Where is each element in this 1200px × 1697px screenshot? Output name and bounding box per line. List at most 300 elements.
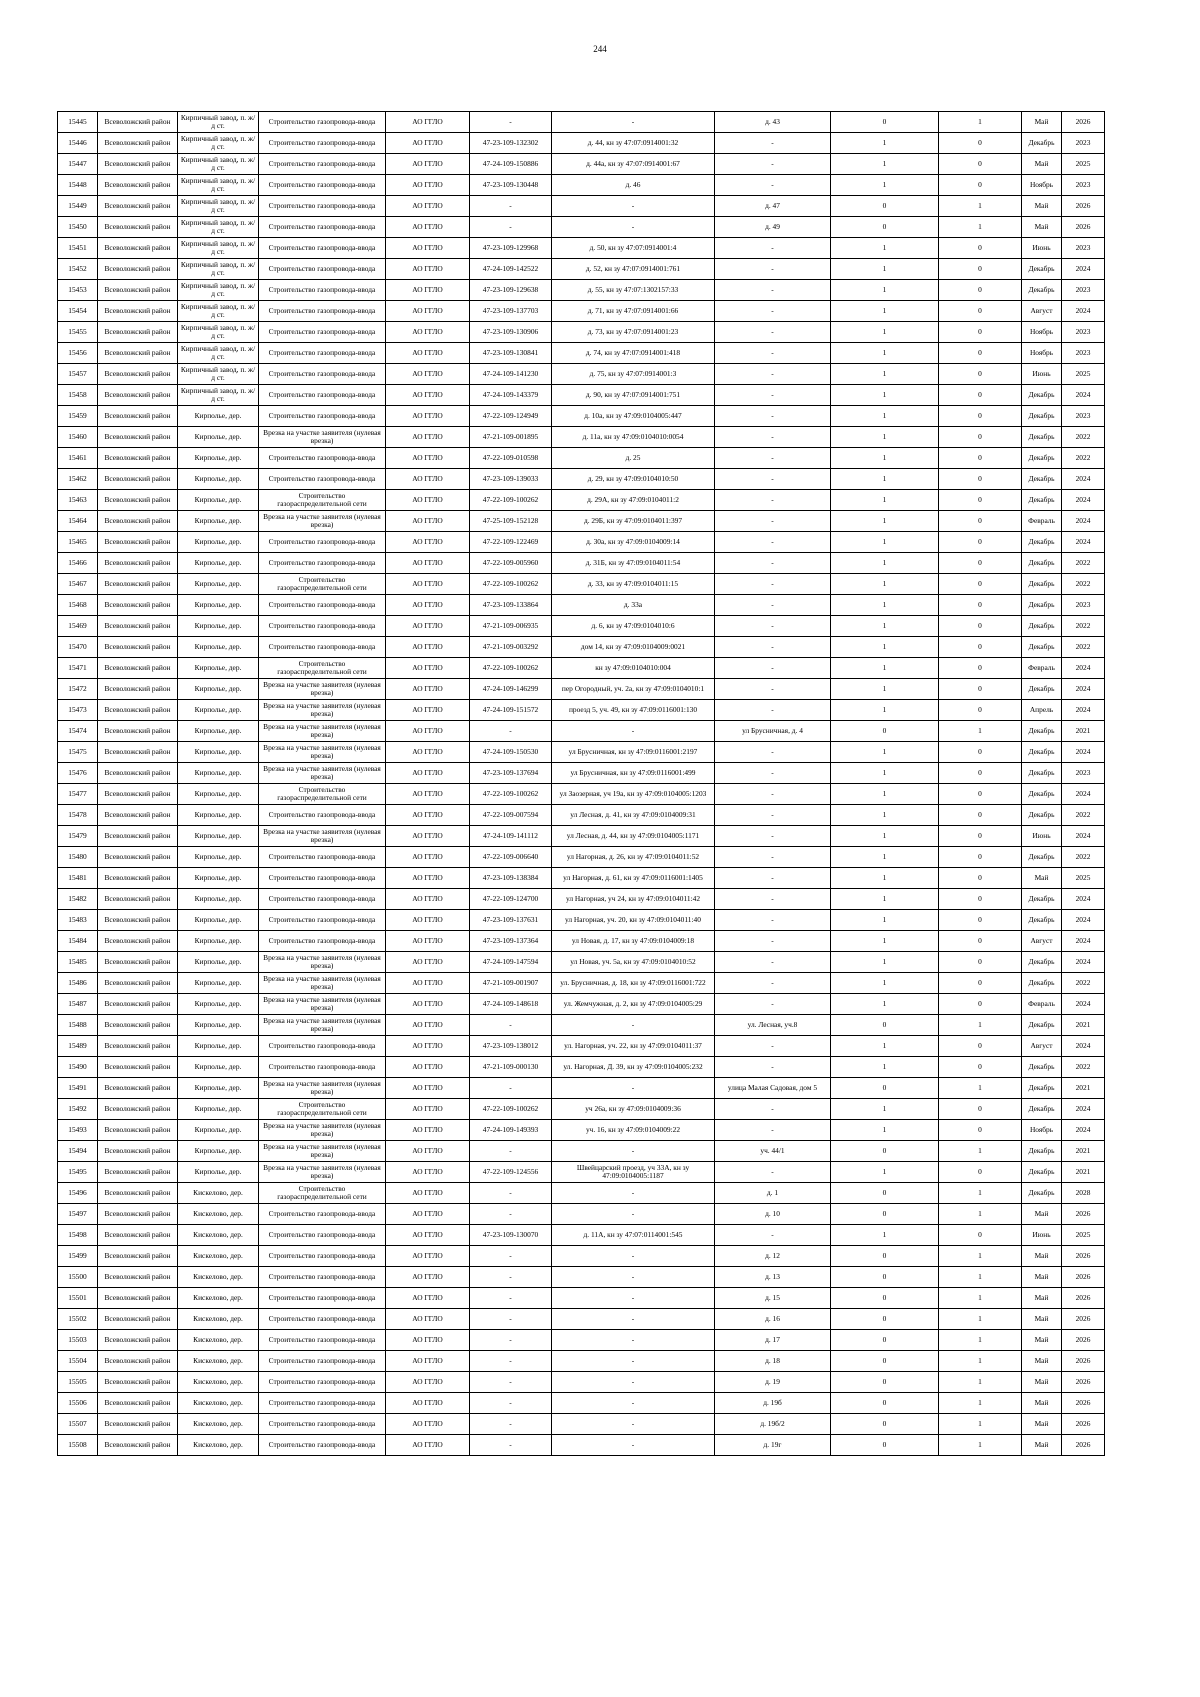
cell-work: Строительство газопровода-ввода xyxy=(259,532,386,553)
cell-org: АО ГГЛО xyxy=(386,469,470,490)
cell-col10: 0 xyxy=(939,280,1022,301)
table-row xyxy=(58,637,1105,658)
cell-year: 2026 xyxy=(1062,1204,1105,1225)
cell-year: 2026 xyxy=(1062,1435,1105,1456)
cell-address_contract: ул. Брусничная, д. 18, кн зу 47:09:0116001:722 xyxy=(552,973,715,994)
cell-locality: Кирполье, дер. xyxy=(178,784,259,805)
cell-num: 15493 xyxy=(58,1120,98,1141)
cell-num: 15454 xyxy=(58,301,98,322)
cell-address_plan: - xyxy=(715,847,831,868)
cell-num: 15448 xyxy=(58,175,98,196)
cell-num: 15502 xyxy=(58,1309,98,1330)
cell-address_contract: д. 11а, кн зу 47:09:0104010:0054 xyxy=(552,427,715,448)
cell-org: АО ГГЛО xyxy=(386,133,470,154)
cell-locality: Кирпичный завод, п. ж/д ст. xyxy=(178,238,259,259)
cell-year: 2023 xyxy=(1062,175,1105,196)
cell-work: Строительство газопровода-ввода xyxy=(259,595,386,616)
cell-work: Строительство газопровода-ввода xyxy=(259,931,386,952)
cell-month: Декабрь xyxy=(1022,1162,1062,1183)
cell-year: 2024 xyxy=(1062,301,1105,322)
cell-org: АО ГГЛО xyxy=(386,847,470,868)
cell-org: АО ГГЛО xyxy=(386,364,470,385)
cell-num: 15487 xyxy=(58,994,98,1015)
cell-org: АО ГГЛО xyxy=(386,763,470,784)
cell-locality: Кирполье, дер. xyxy=(178,427,259,448)
cell-district: Всеволожский район xyxy=(98,112,178,133)
cell-district: Всеволожский район xyxy=(98,448,178,469)
table-row xyxy=(58,1330,1105,1351)
cell-col9: 1 xyxy=(831,847,939,868)
cell-col10: 0 xyxy=(939,910,1022,931)
cell-contract: 47-22-109-005960 xyxy=(470,553,552,574)
page-number: 244 xyxy=(593,44,607,54)
cell-locality: Кирполье, дер. xyxy=(178,616,259,637)
table-row xyxy=(58,1120,1105,1141)
table-row xyxy=(58,1099,1105,1120)
cell-num: 15491 xyxy=(58,1078,98,1099)
cell-num: 15450 xyxy=(58,217,98,238)
cell-year: 2022 xyxy=(1062,1057,1105,1078)
cell-contract: 47-23-109-138384 xyxy=(470,868,552,889)
cell-contract: - xyxy=(470,112,552,133)
cell-col9: 0 xyxy=(831,1414,939,1435)
cell-col10: 0 xyxy=(939,763,1022,784)
cell-work: Врезка на участке заявителя (нулевая врезка) xyxy=(259,511,386,532)
cell-address_contract: д. 11А, кн зу 47:07:0114001:545 xyxy=(552,1225,715,1246)
cell-org: АО ГГЛО xyxy=(386,427,470,448)
cell-month: Декабрь xyxy=(1022,133,1062,154)
cell-month: Май xyxy=(1022,1393,1062,1414)
cell-district: Всеволожский район xyxy=(98,889,178,910)
cell-year: 2022 xyxy=(1062,448,1105,469)
cell-address_plan: - xyxy=(715,952,831,973)
cell-contract: 47-24-109-141230 xyxy=(470,364,552,385)
cell-col10: 0 xyxy=(939,679,1022,700)
cell-year: 2024 xyxy=(1062,994,1105,1015)
cell-num: 15483 xyxy=(58,910,98,931)
cell-address_contract: ул Лесная, д. 41, кн зу 47:09:0104009:31 xyxy=(552,805,715,826)
cell-col9: 1 xyxy=(831,532,939,553)
table-row xyxy=(58,1225,1105,1246)
cell-month: Май xyxy=(1022,217,1062,238)
cell-num: 15499 xyxy=(58,1246,98,1267)
cell-year: 2025 xyxy=(1062,868,1105,889)
cell-address_contract: - xyxy=(552,1015,715,1036)
cell-col10: 0 xyxy=(939,553,1022,574)
cell-address_plan: - xyxy=(715,1225,831,1246)
cell-work: Врезка на участке заявителя (нулевая врезка) xyxy=(259,1162,386,1183)
table-row xyxy=(58,343,1105,364)
cell-locality: Кирполье, дер. xyxy=(178,490,259,511)
cell-num: 15471 xyxy=(58,658,98,679)
cell-month: Февраль xyxy=(1022,511,1062,532)
cell-locality: Кирполье, дер. xyxy=(178,1015,259,1036)
cell-org: АО ГГЛО xyxy=(386,1120,470,1141)
cell-locality: Кирполье, дер. xyxy=(178,868,259,889)
cell-locality: Кискелово, дер. xyxy=(178,1351,259,1372)
cell-num: 15460 xyxy=(58,427,98,448)
cell-work: Врезка на участке заявителя (нулевая врезка) xyxy=(259,994,386,1015)
cell-col10: 1 xyxy=(939,196,1022,217)
cell-address_plan: - xyxy=(715,595,831,616)
cell-work: Строительство газораспределительной сети xyxy=(259,658,386,679)
cell-address_contract: ул Нагорная, уч 24, кн зу 47:09:0104011:42 xyxy=(552,889,715,910)
cell-month: Декабрь xyxy=(1022,973,1062,994)
table-row xyxy=(58,490,1105,511)
table-row xyxy=(58,679,1105,700)
cell-num: 15447 xyxy=(58,154,98,175)
cell-locality: Кирполье, дер. xyxy=(178,910,259,931)
cell-address_plan: - xyxy=(715,679,831,700)
table-row xyxy=(58,532,1105,553)
cell-work: Строительство газопровода-ввода xyxy=(259,1393,386,1414)
cell-contract: - xyxy=(470,1330,552,1351)
cell-num: 15477 xyxy=(58,784,98,805)
cell-org: АО ГГЛО xyxy=(386,406,470,427)
cell-month: Февраль xyxy=(1022,658,1062,679)
cell-org: АО ГГЛО xyxy=(386,511,470,532)
cell-locality: Кирпичный завод, п. ж/д ст. xyxy=(178,364,259,385)
cell-address_plan: д. 10 xyxy=(715,1204,831,1225)
cell-address_contract: - xyxy=(552,1141,715,1162)
cell-address_contract: д. 46 xyxy=(552,175,715,196)
cell-col9: 1 xyxy=(831,1099,939,1120)
cell-address_plan: - xyxy=(715,574,831,595)
cell-district: Всеволожский район xyxy=(98,784,178,805)
cell-address_plan: - xyxy=(715,448,831,469)
cell-col9: 0 xyxy=(831,1372,939,1393)
cell-month: Декабрь xyxy=(1022,574,1062,595)
cell-contract: 47-24-109-141112 xyxy=(470,826,552,847)
cell-col10: 0 xyxy=(939,154,1022,175)
cell-work: Строительство газопровода-ввода xyxy=(259,448,386,469)
cell-address_contract: ул Нагорная, д. 61, кн зу 47:09:0116001:1405 xyxy=(552,868,715,889)
cell-district: Всеволожский район xyxy=(98,658,178,679)
cell-org: АО ГГЛО xyxy=(386,1099,470,1120)
cell-org: АО ГГЛО xyxy=(386,1309,470,1330)
cell-contract: 47-24-109-150886 xyxy=(470,154,552,175)
table-row xyxy=(58,826,1105,847)
cell-org: АО ГГЛО xyxy=(386,679,470,700)
cell-year: 2024 xyxy=(1062,490,1105,511)
table-row xyxy=(58,868,1105,889)
cell-address_contract: ул Заозерная, уч 19а, кн зу 47:09:0104005:1203 xyxy=(552,784,715,805)
cell-district: Всеволожский район xyxy=(98,1330,178,1351)
cell-work: Строительство газораспределительной сети xyxy=(259,1183,386,1204)
cell-locality: Кискелово, дер. xyxy=(178,1330,259,1351)
cell-address_plan: - xyxy=(715,784,831,805)
cell-contract: 47-22-109-124700 xyxy=(470,889,552,910)
cell-col10: 0 xyxy=(939,448,1022,469)
cell-address_contract: - xyxy=(552,1078,715,1099)
cell-year: 2022 xyxy=(1062,427,1105,448)
cell-org: АО ГГЛО xyxy=(386,175,470,196)
cell-month: Декабрь xyxy=(1022,889,1062,910)
cell-month: Декабрь xyxy=(1022,784,1062,805)
cell-district: Всеволожский район xyxy=(98,427,178,448)
cell-col9: 1 xyxy=(831,868,939,889)
cell-org: АО ГГЛО xyxy=(386,1267,470,1288)
cell-district: Всеволожский район xyxy=(98,133,178,154)
cell-year: 2022 xyxy=(1062,574,1105,595)
cell-locality: Кирпичный завод, п. ж/д ст. xyxy=(178,385,259,406)
cell-address_contract: д. 50, кн зу 47:07:0914001:4 xyxy=(552,238,715,259)
cell-month: Май xyxy=(1022,1204,1062,1225)
cell-col9: 1 xyxy=(831,679,939,700)
cell-year: 2022 xyxy=(1062,973,1105,994)
cell-address_contract: - xyxy=(552,1309,715,1330)
cell-district: Всеволожский район xyxy=(98,217,178,238)
cell-year: 2024 xyxy=(1062,952,1105,973)
cell-address_plan: - xyxy=(715,280,831,301)
cell-locality: Кирполье, дер. xyxy=(178,847,259,868)
cell-address_contract: - xyxy=(552,1246,715,1267)
cell-col10: 0 xyxy=(939,658,1022,679)
cell-work: Врезка на участке заявителя (нулевая врезка) xyxy=(259,427,386,448)
cell-contract: 47-25-109-152128 xyxy=(470,511,552,532)
cell-address_contract: д. 73, кн зу 47:07:0914001:23 xyxy=(552,322,715,343)
cell-month: Декабрь xyxy=(1022,490,1062,511)
cell-col9: 1 xyxy=(831,1057,939,1078)
cell-col10: 0 xyxy=(939,826,1022,847)
cell-work: Строительство газопровода-ввода xyxy=(259,217,386,238)
cell-address_plan: - xyxy=(715,910,831,931)
cell-address_plan: - xyxy=(715,868,831,889)
cell-year: 2023 xyxy=(1062,343,1105,364)
cell-col9: 1 xyxy=(831,595,939,616)
cell-month: Декабрь xyxy=(1022,1099,1062,1120)
cell-work: Строительство газопровода-ввода xyxy=(259,469,386,490)
cell-contract: 47-21-109-000130 xyxy=(470,1057,552,1078)
cell-col9: 1 xyxy=(831,280,939,301)
cell-address_plan: - xyxy=(715,1120,831,1141)
cell-col10: 0 xyxy=(939,637,1022,658)
cell-address_contract: ул Нагорная, уч. 20, кн зу 47:09:0104011:40 xyxy=(552,910,715,931)
cell-num: 15481 xyxy=(58,868,98,889)
table-row xyxy=(58,910,1105,931)
cell-month: Август xyxy=(1022,1036,1062,1057)
table-row xyxy=(58,175,1105,196)
cell-address_plan: - xyxy=(715,889,831,910)
cell-col9: 0 xyxy=(831,1183,939,1204)
table-row xyxy=(58,364,1105,385)
cell-address_contract: - xyxy=(552,1288,715,1309)
cell-col10: 0 xyxy=(939,364,1022,385)
cell-month: Декабрь xyxy=(1022,280,1062,301)
cell-district: Всеволожский район xyxy=(98,1393,178,1414)
cell-org: АО ГГЛО xyxy=(386,595,470,616)
cell-col10: 1 xyxy=(939,1330,1022,1351)
cell-org: АО ГГЛО xyxy=(386,973,470,994)
cell-num: 15452 xyxy=(58,259,98,280)
table-row xyxy=(58,1015,1105,1036)
cell-month: Декабрь xyxy=(1022,742,1062,763)
cell-col9: 0 xyxy=(831,721,939,742)
cell-locality: Кирполье, дер. xyxy=(178,763,259,784)
cell-org: АО ГГЛО xyxy=(386,1372,470,1393)
cell-num: 15497 xyxy=(58,1204,98,1225)
cell-locality: Кирполье, дер. xyxy=(178,742,259,763)
cell-year: 2023 xyxy=(1062,595,1105,616)
cell-org: АО ГГЛО xyxy=(386,784,470,805)
cell-org: АО ГГЛО xyxy=(386,1288,470,1309)
cell-num: 15466 xyxy=(58,553,98,574)
cell-work: Врезка на участке заявителя (нулевая врезка) xyxy=(259,679,386,700)
cell-locality: Кирполье, дер. xyxy=(178,721,259,742)
cell-district: Всеволожский район xyxy=(98,700,178,721)
cell-locality: Кискелово, дер. xyxy=(178,1372,259,1393)
cell-locality: Кирполье, дер. xyxy=(178,595,259,616)
cell-address_plan: д. 47 xyxy=(715,196,831,217)
cell-work: Строительство газопровода-ввода xyxy=(259,553,386,574)
cell-contract: - xyxy=(470,1204,552,1225)
cell-locality: Кискелово, дер. xyxy=(178,1225,259,1246)
cell-org: АО ГГЛО xyxy=(386,112,470,133)
cell-col10: 0 xyxy=(939,1120,1022,1141)
cell-address_plan: - xyxy=(715,469,831,490)
cell-month: Ноябрь xyxy=(1022,1120,1062,1141)
cell-org: АО ГГЛО xyxy=(386,1414,470,1435)
cell-col10: 0 xyxy=(939,175,1022,196)
cell-col9: 0 xyxy=(831,1141,939,1162)
cell-work: Строительство газораспределительной сети xyxy=(259,784,386,805)
cell-district: Всеволожский район xyxy=(98,868,178,889)
cell-district: Всеволожский район xyxy=(98,322,178,343)
cell-col10: 1 xyxy=(939,1246,1022,1267)
cell-col10: 0 xyxy=(939,490,1022,511)
cell-address_plan: - xyxy=(715,490,831,511)
cell-work: Строительство газопровода-ввода xyxy=(259,889,386,910)
cell-address_plan: улица Малая Садовая, дом 5 xyxy=(715,1078,831,1099)
cell-locality: Кискелово, дер. xyxy=(178,1288,259,1309)
cell-work: Строительство газопровода-ввода xyxy=(259,805,386,826)
cell-work: Строительство газопровода-ввода xyxy=(259,238,386,259)
cell-work: Строительство газопровода-ввода xyxy=(259,847,386,868)
cell-year: 2028 xyxy=(1062,1183,1105,1204)
table-row xyxy=(58,196,1105,217)
cell-col10: 0 xyxy=(939,322,1022,343)
cell-col9: 1 xyxy=(831,175,939,196)
cell-month: Май xyxy=(1022,1435,1062,1456)
cell-work: Строительство газораспределительной сети xyxy=(259,574,386,595)
cell-org: АО ГГЛО xyxy=(386,700,470,721)
cell-col10: 0 xyxy=(939,574,1022,595)
cell-locality: Кирполье, дер. xyxy=(178,637,259,658)
cell-address_contract: д. 29, кн зу 47:09:0104010:50 xyxy=(552,469,715,490)
cell-org: АО ГГЛО xyxy=(386,931,470,952)
cell-year: 2025 xyxy=(1062,364,1105,385)
cell-month: Август xyxy=(1022,931,1062,952)
cell-num: 15496 xyxy=(58,1183,98,1204)
table-row xyxy=(58,574,1105,595)
cell-work: Строительство газопровода-ввода xyxy=(259,133,386,154)
cell-org: АО ГГЛО xyxy=(386,994,470,1015)
cell-district: Всеволожский район xyxy=(98,259,178,280)
table-row xyxy=(58,1183,1105,1204)
table-row xyxy=(58,301,1105,322)
table-row xyxy=(58,1309,1105,1330)
table-row xyxy=(58,784,1105,805)
cell-address_plan: д. 43 xyxy=(715,112,831,133)
cell-num: 15479 xyxy=(58,826,98,847)
cell-address_plan: д. 17 xyxy=(715,1330,831,1351)
cell-work: Строительство газопровода-ввода xyxy=(259,343,386,364)
cell-col10: 1 xyxy=(939,217,1022,238)
cell-address_plan: ул. Лесная, уч.8 xyxy=(715,1015,831,1036)
cell-col10: 1 xyxy=(939,1183,1022,1204)
cell-col10: 1 xyxy=(939,112,1022,133)
cell-address_plan: - xyxy=(715,973,831,994)
cell-work: Строительство газопровода-ввода xyxy=(259,280,386,301)
cell-col9: 1 xyxy=(831,1225,939,1246)
cell-org: АО ГГЛО xyxy=(386,1183,470,1204)
cell-month: Май xyxy=(1022,1309,1062,1330)
cell-num: 15507 xyxy=(58,1414,98,1435)
cell-contract: 47-21-109-003292 xyxy=(470,637,552,658)
cell-address_contract: ул Новая, уч. 5а, кн зу 47:09:0104010:52 xyxy=(552,952,715,973)
cell-col9: 0 xyxy=(831,1351,939,1372)
cell-col9: 0 xyxy=(831,196,939,217)
cell-month: Май xyxy=(1022,1330,1062,1351)
cell-org: АО ГГЛО xyxy=(386,343,470,364)
cell-district: Всеволожский район xyxy=(98,343,178,364)
cell-col9: 1 xyxy=(831,805,939,826)
cell-year: 2024 xyxy=(1062,700,1105,721)
cell-locality: Кирпичный завод, п. ж/д ст. xyxy=(178,280,259,301)
cell-month: Ноябрь xyxy=(1022,343,1062,364)
cell-col10: 0 xyxy=(939,784,1022,805)
cell-address_contract: д. 33а xyxy=(552,595,715,616)
cell-work: Строительство газопровода-ввода xyxy=(259,1372,386,1393)
cell-district: Всеволожский район xyxy=(98,1078,178,1099)
cell-work: Врезка на участке заявителя (нулевая врезка) xyxy=(259,1120,386,1141)
cell-col10: 0 xyxy=(939,427,1022,448)
table-row xyxy=(58,280,1105,301)
cell-locality: Кирполье, дер. xyxy=(178,574,259,595)
cell-address_plan: - xyxy=(715,931,831,952)
table-row xyxy=(58,1414,1105,1435)
cell-year: 2023 xyxy=(1062,133,1105,154)
cell-locality: Кирполье, дер. xyxy=(178,700,259,721)
cell-year: 2024 xyxy=(1062,532,1105,553)
cell-year: 2021 xyxy=(1062,721,1105,742)
cell-col9: 1 xyxy=(831,784,939,805)
cell-col9: 0 xyxy=(831,112,939,133)
cell-col10: 1 xyxy=(939,1078,1022,1099)
cell-district: Всеволожский район xyxy=(98,1351,178,1372)
cell-district: Всеволожский район xyxy=(98,406,178,427)
cell-district: Всеволожский район xyxy=(98,1204,178,1225)
cell-address_plan: д. 13 xyxy=(715,1267,831,1288)
cell-contract: - xyxy=(470,1351,552,1372)
cell-month: Декабрь xyxy=(1022,721,1062,742)
cell-address_plan: - xyxy=(715,427,831,448)
cell-district: Всеволожский район xyxy=(98,280,178,301)
cell-col10: 1 xyxy=(939,1015,1022,1036)
cell-address_contract: д. 44а, кн зу 47:07:0914001:67 xyxy=(552,154,715,175)
cell-month: Май xyxy=(1022,196,1062,217)
cell-year: 2023 xyxy=(1062,280,1105,301)
cell-col9: 1 xyxy=(831,238,939,259)
cell-col10: 0 xyxy=(939,889,1022,910)
cell-col10: 0 xyxy=(939,742,1022,763)
cell-col10: 0 xyxy=(939,805,1022,826)
cell-work: Строительство газопровода-ввода xyxy=(259,175,386,196)
cell-district: Всеволожский район xyxy=(98,595,178,616)
cell-address_contract: проезд 5, уч. 49, кн зу 47:09:0116001:130 xyxy=(552,700,715,721)
cell-locality: Кирполье, дер. xyxy=(178,1036,259,1057)
cell-address_contract: - xyxy=(552,1414,715,1435)
